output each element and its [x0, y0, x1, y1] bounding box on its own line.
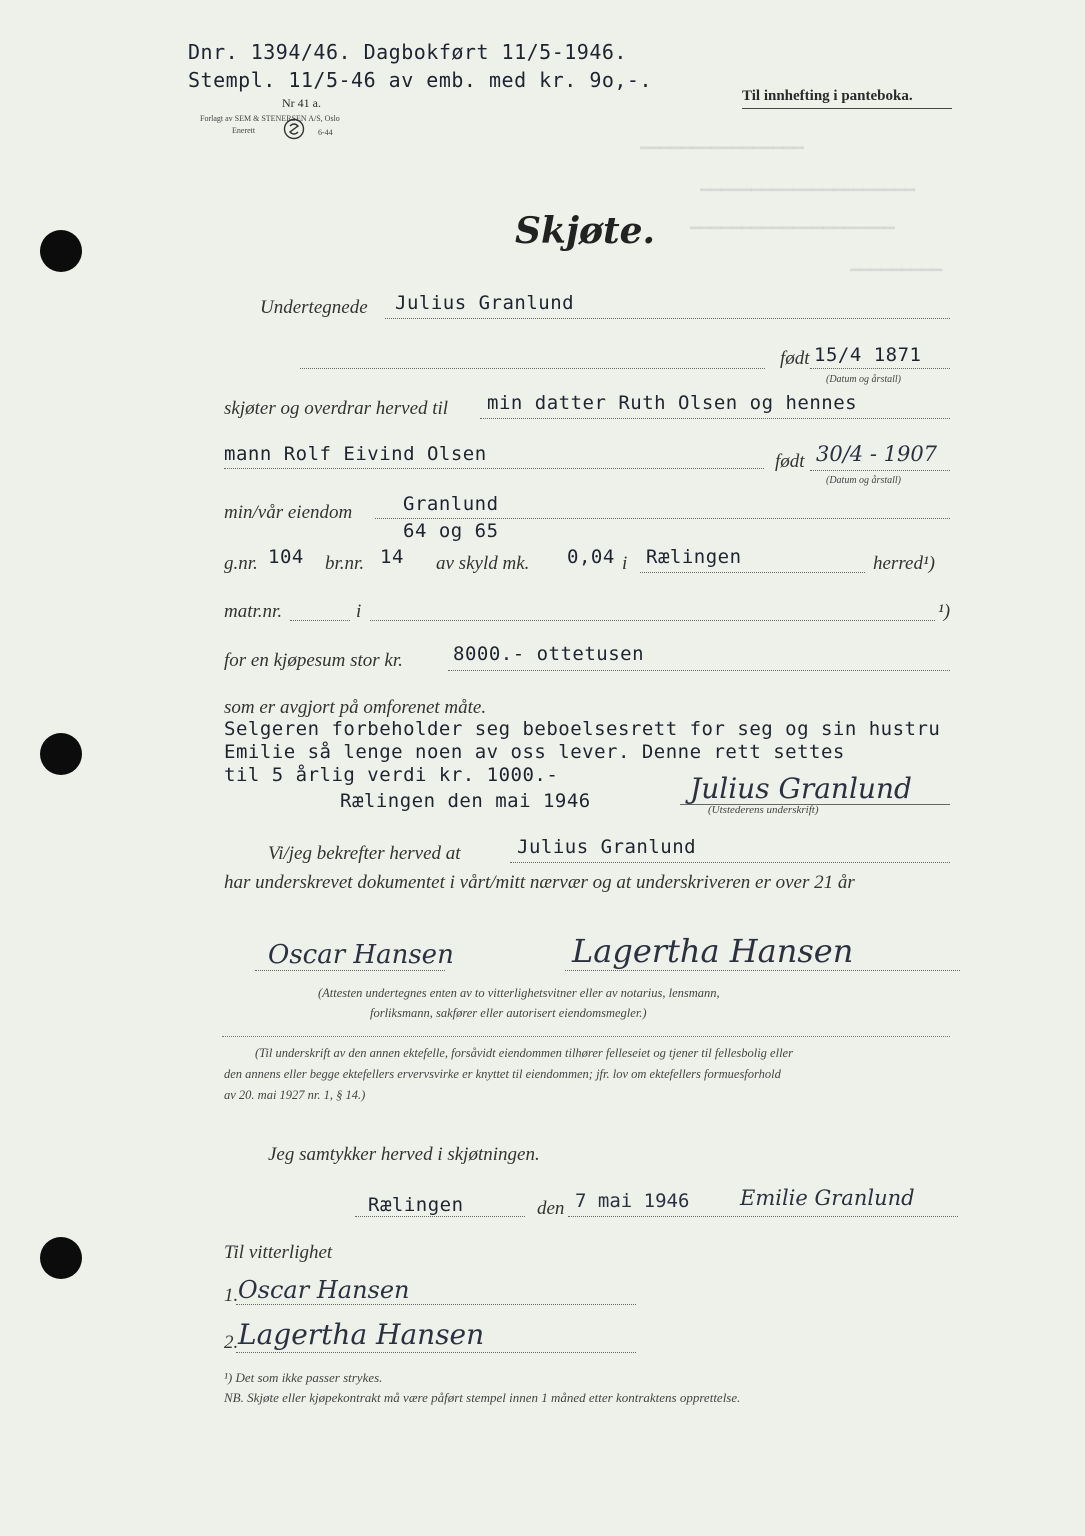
gnr-label: g.nr.: [224, 553, 258, 574]
publisher-date: 6-44: [318, 128, 333, 137]
brnr-value: 14: [380, 546, 404, 568]
recipient-line2: mann Rolf Eivind Olsen: [224, 443, 487, 465]
samtykker-text: Jeg samtykker herved i skjøtningen.: [268, 1144, 540, 1165]
matr-line: [290, 620, 350, 621]
consent-date-line: [568, 1216, 958, 1217]
bekrefter-value: Julius Granlund: [517, 836, 697, 858]
eiendom-line: [375, 518, 950, 519]
attest-note-line2: forliksmann, sakfører eller autorisert eiendomsmegler.): [370, 1006, 647, 1020]
publisher-logo-icon: [283, 118, 305, 140]
signature-main: Julius Granlund: [690, 772, 912, 805]
punch-hole-top: [40, 230, 82, 272]
underskrevet-text: har underskrevet dokumentet i vårt/mitt nærvær og at underskriveren er over 21 år: [224, 872, 855, 893]
skyld-value: 0,04: [567, 546, 615, 568]
stempl-line: Stempl. 11/5-46 av emb. med kr. 9o,-.: [188, 68, 653, 92]
kjopesum-line: [448, 670, 950, 671]
bleed-through-text: ▁▁▁▁▁▁▁▁▁▁▁▁▁▁▁▁: [640, 130, 804, 150]
witness2-line: [236, 1352, 636, 1353]
fodt2-value: 30/4 - 1907: [816, 442, 938, 466]
undertegnede-line: [385, 318, 950, 319]
matr-line-2: [370, 620, 935, 621]
section-divider: [222, 1036, 950, 1037]
consent-place: Rælingen: [368, 1194, 464, 1216]
attest-note-line1: (Attesten undertegnes enten av to vitterlighetsvitner eller av notarius, lensmann,: [318, 986, 720, 1000]
kjopesum-value: 8000.- ottetusen: [453, 643, 645, 665]
matr-i-label: i: [356, 601, 362, 622]
avgjort-label: som er avgjort på omforenet måte.: [224, 697, 487, 718]
skjoter-label: skjøter og overdrar herved til: [224, 398, 449, 419]
dnr-line: Dnr. 1394/46. Dagbokført 11/5-1946.: [188, 40, 627, 64]
brnr-label: br.nr.: [325, 553, 365, 574]
eiendom-value2: 64 og 65: [403, 520, 499, 542]
eiendom-value1: Granlund: [403, 493, 499, 515]
fodt1-label: født: [780, 348, 810, 369]
herred-value: Rælingen: [646, 546, 742, 568]
recipient-line1: min datter Ruth Olsen og hennes: [487, 392, 858, 414]
witness-signature-2-line: [565, 970, 960, 971]
form-number: Nr 41 a.: [282, 96, 321, 110]
skyld-label: av skyld mk.: [436, 553, 530, 574]
fodt1-line: [810, 368, 950, 369]
gnr-value: 104: [268, 546, 304, 568]
undertegnede-label: Undertegnede: [260, 297, 368, 318]
bleed-through-text: ▁▁▁▁▁▁▁▁▁▁▁▁▁▁▁▁▁▁▁▁▁: [700, 172, 915, 192]
document-title: Skjøte.: [515, 210, 656, 252]
clause-line1: Selgeren forbeholder seg beboelsesrett for seg og sin hustru: [224, 718, 941, 740]
bekrefter-line: [510, 862, 950, 863]
witness1-line: [236, 1304, 636, 1305]
bleed-through-text: ▁▁▁▁▁▁▁▁▁▁▁▁▁▁▁▁▁▁▁▁: [690, 210, 895, 230]
til-innhefting-label: Til innhefting i panteboka.: [742, 88, 913, 104]
herred-label: herred¹): [873, 553, 935, 574]
footnote-2: NB. Skjøte eller kjøpekontrakt må være påført stempel innen 1 måned etter kontraktens opprettelse.: [224, 1390, 741, 1405]
undertegnede-value: Julius Granlund: [395, 292, 575, 314]
vitterlighet-label: Til vitterlighet: [224, 1242, 333, 1263]
witness-signature-1: Oscar Hansen: [268, 940, 454, 970]
recipient-line2-rule: [224, 468, 764, 469]
herred-line: [640, 572, 865, 573]
fodt1-value: 15/4 1871: [814, 344, 922, 366]
bekrefter-label: Vi/jeg bekrefter herved at: [268, 843, 461, 864]
clause-line3: til 5 årlig verdi kr. 1000.-: [224, 764, 559, 786]
ektefelle-note-line1: (Til underskrift av den annen ektefelle, forsåvidt eiendommen tilhører felleseiet og tjener til fellesbolig eller: [255, 1046, 793, 1060]
utsteder-note: (Utstederens underskrift): [708, 804, 819, 816]
publisher-line: Forlagt av SEM & STENERSEN A/S, Oslo: [200, 114, 340, 123]
witness-signature-1-line: [255, 970, 445, 971]
witness1-signature: Oscar Hansen: [238, 1276, 410, 1304]
consent-date: 7 mai 1946: [575, 1190, 690, 1212]
place-date: Rælingen den mai 1946: [340, 790, 591, 812]
punch-hole-bottom: [40, 1237, 82, 1279]
consent-den-label: den: [537, 1198, 565, 1219]
witness1-number: 1.: [224, 1285, 239, 1306]
witness2-number: 2.: [224, 1332, 239, 1353]
footnote-1: ¹) Det som ikke passer strykes.: [224, 1370, 383, 1385]
datum-note-1: (Datum og årstall): [826, 374, 901, 385]
consent-place-line: [355, 1216, 525, 1217]
til-innhefting-underline: [742, 108, 952, 109]
bleed-through-text: ▁▁▁▁▁▁▁▁▁: [850, 252, 943, 272]
clause-line2: Emilie så lenge noen av oss lever. Denne rett settes: [224, 741, 845, 763]
ektefelle-note-line3: av 20. mai 1927 nr. 1, § 14.): [224, 1088, 366, 1102]
matr-note: ¹): [938, 601, 951, 622]
fodt2-label: født: [775, 451, 805, 472]
witness-signature-2: Lagertha Hansen: [572, 932, 854, 970]
blank-line: [300, 368, 765, 369]
publisher-enerett: Enerett: [232, 126, 256, 135]
skyld-i-label: i: [622, 553, 628, 574]
kjopesum-label: for en kjøpesum stor kr.: [224, 650, 403, 671]
datum-note-2: (Datum og årstall): [826, 475, 901, 486]
witness2-signature: Lagertha Hansen: [238, 1318, 485, 1351]
matr-label: matr.nr.: [224, 601, 283, 622]
eiendom-label: min/vår eiendom: [224, 502, 353, 523]
fodt2-line: [810, 470, 950, 471]
ektefelle-note-line2: den annens eller begge ektefellers ervervsvirke er knyttet til eiendommen; jfr. lov om ektefellers formuesforhold: [224, 1067, 781, 1081]
punch-hole-middle: [40, 733, 82, 775]
recipient-line1-rule: [480, 418, 950, 419]
consent-signature: Emilie Granlund: [740, 1186, 915, 1210]
